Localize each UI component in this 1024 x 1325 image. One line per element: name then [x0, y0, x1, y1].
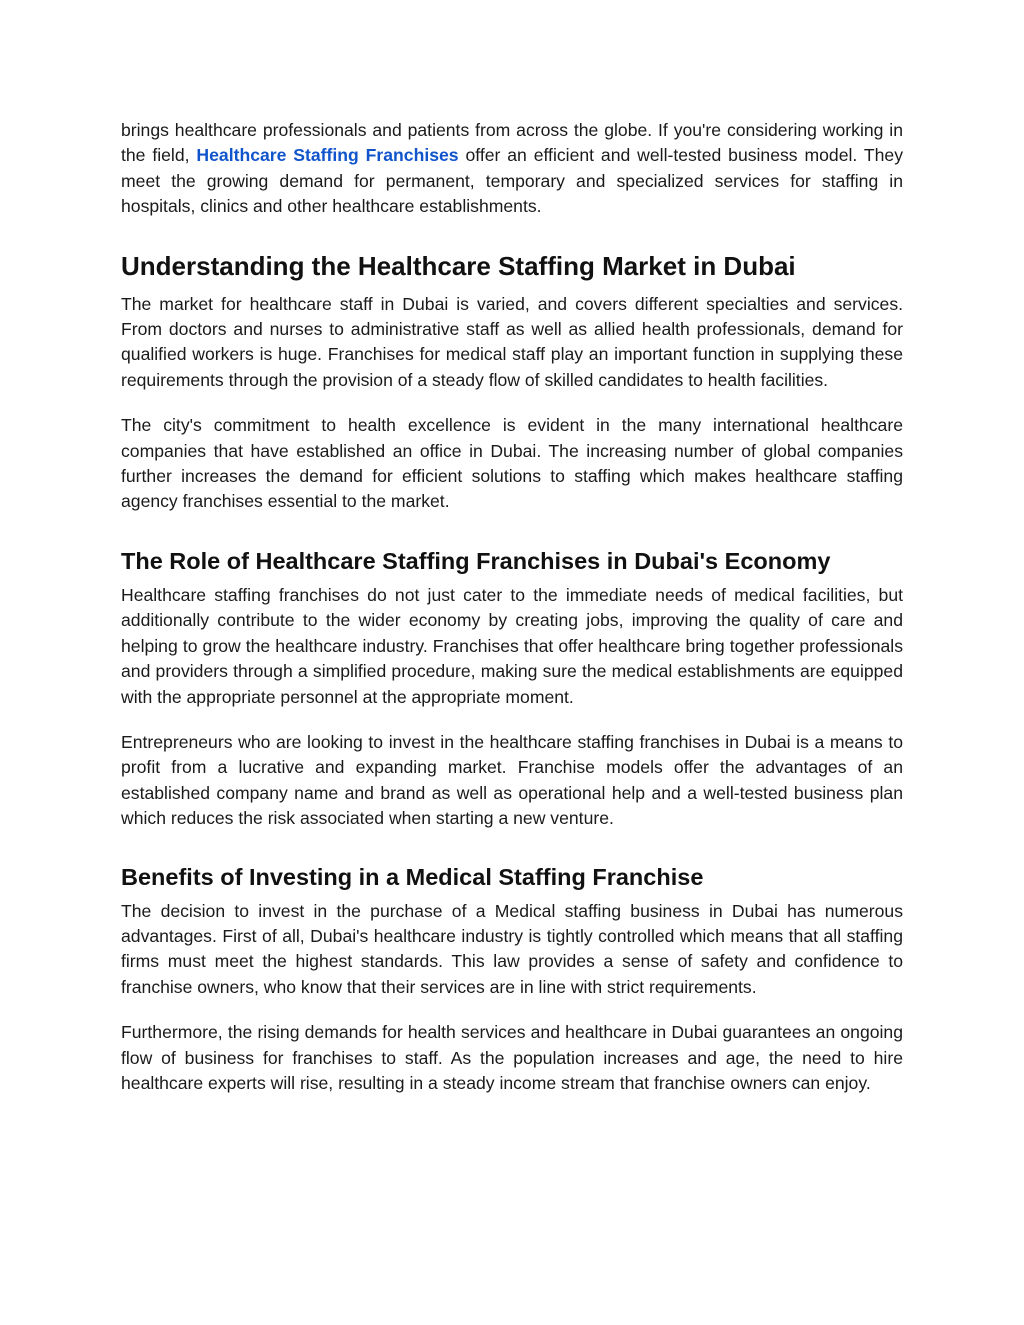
- intro-paragraph: [121, 118, 903, 220]
- paragraph-market-1: The market for healthcare staff in Dubai is varied, and covers different specialties and services. From doctors and nurses to administrative staff as well as allied health professionals, demand for qualified workers is huge. Franchises for medical staff play an important function in supplying these requirements through the provision of a steady flow of skilled candidates to health facilities.: [121, 293, 903, 390]
- section-heading-benefits: Benefits of Investing in a Medical Staffing Franchise: [121, 863, 704, 890]
- paragraph-benefits-2: Furthermore, the rising demands for health services and healthcare in Dubai guarantees an ongoing flow of business for franchises to staff. As the population increases and age, the need to hire healthcare experts will rise, resulting in a steady income stream that franchise owners can enjoy.: [121, 1022, 903, 1093]
- paragraph-market-2: The city's commitment to health excellence is evident in the many international healthcare companies that have established an office in Dubai. The increasing number of global companies further increases the demand for efficient solutions to staffing which makes healthcare staffing agency franchises essential to the market.: [121, 415, 903, 512]
- intro-text-after-link: offer an efficient and well-tested business model. They meet the growing demand for permanent, temporary and specialized services for staffing in hospitals, clinics and other healthcare establishments.: [121, 145, 903, 217]
- intro-text-before-link: brings healthcare professionals and patients from across the globe. If you're considering working in the field,: [121, 120, 903, 166]
- section-heading-role: The Role of Healthcare Staffing Franchises in Dubai's Economy: [121, 547, 831, 574]
- paragraph-role-1: Healthcare staffing franchises do not just cater to the immediate needs of medical facilities, but additionally contribute to the wider economy by creating jobs, improving the quality of care and helping to grow the healthcare industry. Franchises that offer healthcare bring together professionals and providers through a simplified procedure, making sure the medical establishments are equipped with the appropriate personnel at the appropriate moment.: [121, 584, 903, 707]
- healthcare-staffing-franchises-link[interactable]: Healthcare Staffing Franchises: [196, 145, 459, 166]
- section-heading-market: Understanding the Healthcare Staffing Market in Dubai: [121, 250, 796, 281]
- paragraph-benefits-1: The decision to invest in the purchase of a Medical staffing business in Dubai has numerous advantages. First of all, Dubai's healthcare industry is tightly controlled which means that all staffing firms must meet the highest standards. This law provides a sense of safety and confidence to franchise owners, who know that their services are in line with strict requirements.: [121, 900, 903, 997]
- document-page: [121, 118, 903, 1096]
- paragraph-role-2: Entrepreneurs who are looking to invest in the healthcare staffing franchises in Dubai is a means to profit from a lucrative and expanding market. Franchise models offer the advantages of an established company name and brand as well as operational help and a well-tested business plan which reduces the risk associated when starting a new venture.: [121, 731, 903, 829]
